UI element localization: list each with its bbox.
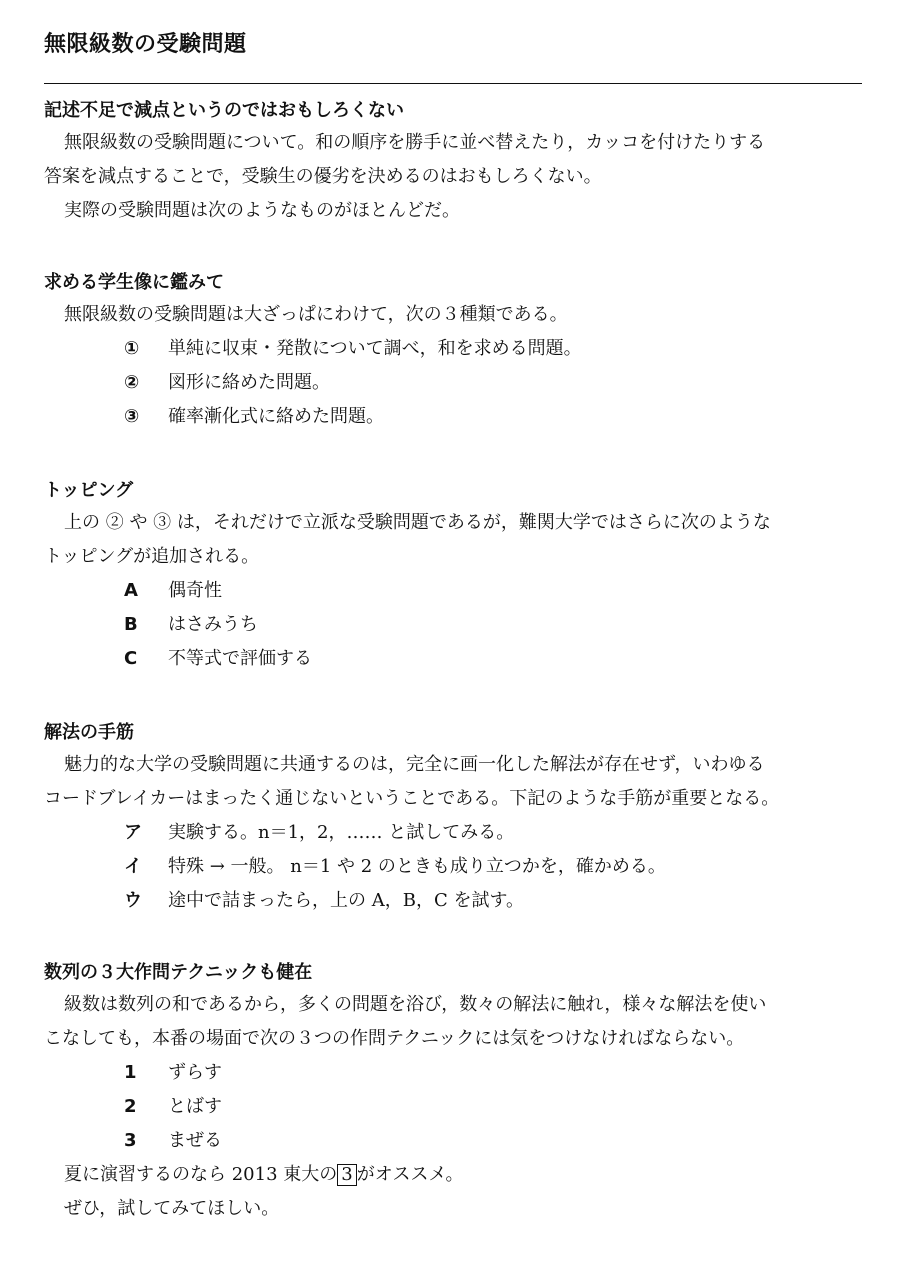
list-item <box>44 1090 864 1124</box>
list-item-text: 単純に収束・発散について調べ，和を求める問題。 <box>168 338 582 359</box>
list-item-text: ずらす <box>168 1062 222 1083</box>
list-item-text: まぜる <box>168 1130 222 1151</box>
list-item <box>44 850 864 884</box>
list-item <box>44 642 864 676</box>
section-heading: 求める学生像に鑑みて <box>44 272 224 293</box>
list-item-text: 特殊 → 一般。 n＝1 や 2 のときも成り立つかを，確かめる。 <box>168 856 666 877</box>
section-paragraph <box>44 126 864 228</box>
section-heading: 数列の３大作問テクニックも健在 <box>44 962 313 983</box>
paragraph-line: こなしても，本番の場面で次の３つの作問テクニックには気をつけなければならない。 <box>44 1028 745 1049</box>
list-marker: イ <box>124 856 142 877</box>
closing-paragraph <box>44 1158 864 1226</box>
list-item-text: はさみうち <box>168 614 258 635</box>
closing-line <box>44 1158 864 1192</box>
paragraph-line: 無限級数の受験問題は大ざっぱにわけて，次の３種類である。 <box>64 304 568 325</box>
section-paragraph <box>44 298 864 332</box>
list-marker: ア <box>124 822 142 843</box>
list-marker: 1 <box>124 1062 137 1083</box>
topping-list <box>44 574 864 676</box>
paragraph-line: トッピングが追加される。 <box>44 546 260 567</box>
sequence-technique-list <box>44 1056 864 1158</box>
paragraph-line: 上の ② や ③ は，それだけで立派な受験問題であるが，難関大学ではさらに次のような <box>64 512 771 533</box>
list-item <box>44 366 864 400</box>
list-marker: B <box>124 614 138 635</box>
list-item-text: 偶奇性 <box>168 580 222 601</box>
boxed-problem-number: 3 <box>337 1164 356 1186</box>
list-marker: 2 <box>124 1096 137 1117</box>
title-divider <box>44 83 862 84</box>
list-marker: ① <box>124 338 140 359</box>
section-paragraph <box>44 988 864 1056</box>
list-item-text: とばす <box>168 1096 222 1117</box>
section-heading: 記述不足で減点というのではおもしろくない <box>44 100 404 121</box>
section-heading: 解法の手筋 <box>44 722 134 743</box>
closing-line: ぜひ，試してみてほしい。 <box>64 1198 280 1219</box>
list-item <box>44 1124 864 1158</box>
section-heading: トッピング <box>44 480 134 501</box>
paragraph-line: 魅力的な大学の受験問題に共通するのは，完全に画一化した解法が存在せず，いわゆる <box>64 754 765 775</box>
list-marker: A <box>124 580 138 601</box>
list-item <box>44 1056 864 1090</box>
section-paragraph <box>44 506 864 574</box>
list-item <box>44 608 864 642</box>
list-item <box>44 400 864 434</box>
list-item-text: 確率漸化式に絡めた問題。 <box>168 406 384 427</box>
paragraph-line: コードブレイカーはまったく通じないということである。下記のような手筋が重要となる。 <box>44 788 780 809</box>
list-item-text: 途中で詰まったら，上の A，B，C を試す。 <box>168 890 525 911</box>
list-item-text: 実験する。n＝1，2，…… と試してみる。 <box>168 822 515 843</box>
list-marker: ② <box>124 372 140 393</box>
section-topping <box>44 478 864 676</box>
section-criticism <box>44 98 864 228</box>
paragraph-line: 答案を減点することで，受験生の優劣を決めるのはおもしろくない。 <box>44 166 602 187</box>
paragraph-line: 級数は数列の和であるから，多くの問題を浴び，数々の解法に触れ，様々な解法を使い <box>64 994 767 1015</box>
section-techniques <box>44 720 864 918</box>
list-item-text: 不等式で評価する <box>168 648 312 669</box>
list-marker: ③ <box>124 406 140 427</box>
technique-list <box>44 816 864 918</box>
section-sequence-techniques <box>44 960 864 1226</box>
paragraph-line: 実際の受験問題は次のようなものがほとんどだ。 <box>64 200 460 221</box>
page-title: 無限級数の受験問題 <box>44 32 247 57</box>
list-marker: C <box>124 648 138 669</box>
list-marker: ウ <box>124 890 142 911</box>
problem-type-list <box>44 332 864 434</box>
list-item <box>44 816 864 850</box>
list-item-text: 図形に絡めた問題。 <box>168 372 330 393</box>
list-item <box>44 884 864 918</box>
section-student-image <box>44 270 864 434</box>
list-marker: 3 <box>124 1130 137 1151</box>
section-paragraph <box>44 748 864 816</box>
list-item <box>44 332 864 366</box>
list-item <box>44 574 864 608</box>
paragraph-line: 無限級数の受験問題について。和の順序を勝手に並べ替えたり，カッコを付けたりする <box>64 132 766 153</box>
closing-text-after: がオススメ。 <box>356 1164 464 1185</box>
closing-text-before: 夏に演習するのなら 2013 東大の <box>64 1164 338 1185</box>
